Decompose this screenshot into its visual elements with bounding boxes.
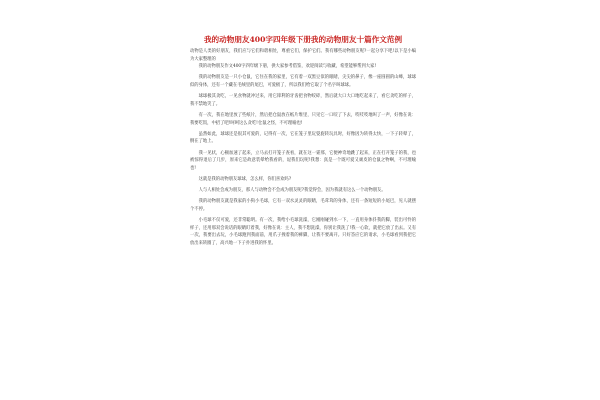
paragraph: 这就是我的动物朋友球球，怎么样，你们喜欢吗? bbox=[198, 176, 292, 182]
document-page bbox=[190, 34, 416, 394]
document-body bbox=[190, 48, 416, 247]
paragraph: 有一次，我在地里放了些纸片，然后把仓鼠放在纸片堆里，只见它一口咬了下去，吱吱吱地叫了一声，好像在说：我要吃饭，中招了吧!呵呵这么贪吃!仓鼠之怪，不可理喻也! bbox=[190, 112, 416, 126]
paragraph: 人与人相处会成为朋友，那人与动物会不会成为朋友呢?我觉得会，因为我就有这么一个动物朋友。 bbox=[198, 188, 386, 194]
paragraph: 球球极其贪吃，一见食物就冲过来，用它锋利的牙齿把食物咬碎，然后就大口大口地吃起来了，看它贪吃的样子，我不禁地笑了。 bbox=[190, 94, 416, 107]
paragraph: 我一见状，心顿加速了起来，立马去打开笼子查看，就在这一霎那，它便神奇地跳了起来，正在打开笼子的我，也被惊得退后了几步，原来它是故意装晕给我看的，逗我们玩呢!我想：真是一个既可爱又顽皮的仓鼠之物啊，不可理喻也! bbox=[190, 150, 416, 171]
paragraph: 虽然如此，球球还是很其可爱的，记得有一次，它在笼子里玩耍旋转玩具时，好像因为转得太快，一下子转晕了，倒在了地上。 bbox=[190, 131, 416, 145]
paragraph: 我的动物朋友就是我家的小狗小毛球，它有一双水灵灵的眼睛，毛茸茸的身体，还有一条短短的小尾巴，见人就摆个不停。 bbox=[190, 199, 416, 212]
document-title: 我的动物朋友400字四年级下册我的动物朋友十篇作文范例 bbox=[203, 35, 403, 44]
paragraph: 我的动物朋友作文400字四年级下册，供大家参考借鉴，欢迎阅读与收藏，希望能够帮到大家! bbox=[198, 64, 377, 70]
paragraph: 我的动物朋友是一只小仓鼠，它住在我的家里，它有着一双黑豆似的眼睛，尖尖的鼻子，像一座圆圆的山峰，球球似的身体，还有一个藏在毛绒里的尾巴，可爱极了，所以我们给它取了个名字叫球球。 bbox=[190, 75, 416, 88]
paragraph: 动物是人类的好朋友，我们应与它们和谐相处，尊重它们，保护它们。我有哪些动物朋友呢?一起分享下吧!以下是小编为大家整理的 bbox=[190, 49, 416, 62]
paragraph: 小毛球不仅可爱，还非常聪明。有一次，我给小毛球洗澡，它刚刚碰到水一下，一直用身体抖我的脚，装出可怜的样子，还用那双会说话的眼睛盯着我，好像在说：主人，我不想洗澡，你别让我洗了!我一心软，就把它放了出去。又有一次，我要出去玩，小毛球跑到我面前，用爪子拽着我的裤脚，让我不要离开。只好答应它的请求，小毛球看到我把它放出来转圈了，高兴地一下子扑进我的怀里。 bbox=[190, 218, 416, 246]
